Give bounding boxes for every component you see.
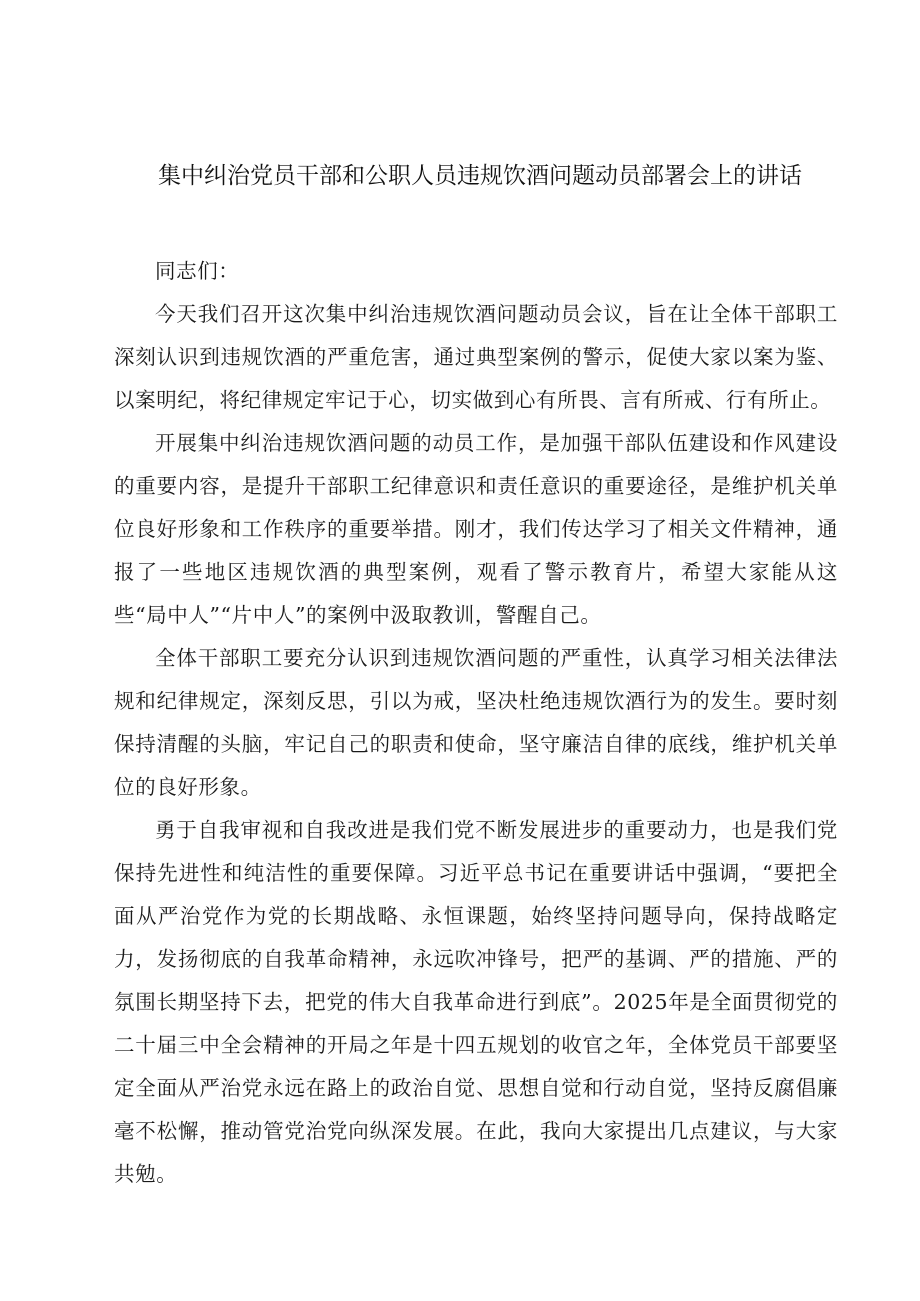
paragraph-1: 今天我们召开这次集中纠治违规饮酒问题动员会议，旨在让全体干部职工深刻认识到违规饮酒的严重危害，通过典型案例的警示，促使大家以案为鉴、以案明纪，将纪律规定牢记于心，切实做到心有所畏、言有所戒、行有所止。 xyxy=(114,302,838,412)
paragraph-3: 全体干部职工要充分认识到违规饮酒问题的严重性，认真学习相关法律法规和纪律规定，深刻反思，引以为戒，坚决杜绝违规饮酒行为的发生。要时刻保持清醒的头脑，牢记自己的职责和使命，坚守廉洁自律的底线，维护机关单位的良好形象。 xyxy=(114,646,838,799)
document-body xyxy=(114,250,838,1196)
document-title: 集中纠治党员干部和公职人员违规饮酒问题动员部署会上的讲话 xyxy=(158,163,802,189)
paragraph-4: 勇于自我审视和自我改进是我们党不断发展进步的重要动力，也是我们党保持先进性和纯洁性的重要保障。习近平总书记在重要讲话中强调，“要把全面从严治党作为党的长期战略、永恒课题，始终坚持问题导向，保持战略定力，发扬彻底的自我革命精神，永远吹冲锋号，把严的基调、严的措施、严的氛围长期坚持下去，把党的伟大自我革命进行到底”。2025年是全面贯彻党的二十届三中全会精神的开局之年是十四五规划的收官之年，全体党员干部要坚定全面从严治党永远在路上的政治自觉、思想自觉和行动自觉，坚持反腐倡廉毫不松懈，推动管党治党向纵深发展。在此，我向大家提出几点建议，与大家共勉。 xyxy=(114,818,838,1186)
salutation: 同志们： xyxy=(155,259,240,283)
paragraph-2: 开展集中纠治违规饮酒问题的动员工作，是加强干部队伍建设和作风建设的重要内容，是提升干部职工纪律意识和责任意识的重要途径，是维护机关单位良好形象和工作秩序的重要举措。刚才，我们传达学习了相关文件精神，通报了一些地区违规饮酒的典型案例，观看了警示教育片，希望大家能从这些“局中人”“片中人”的案例中汲取教训，警醒自己。 xyxy=(114,431,838,627)
